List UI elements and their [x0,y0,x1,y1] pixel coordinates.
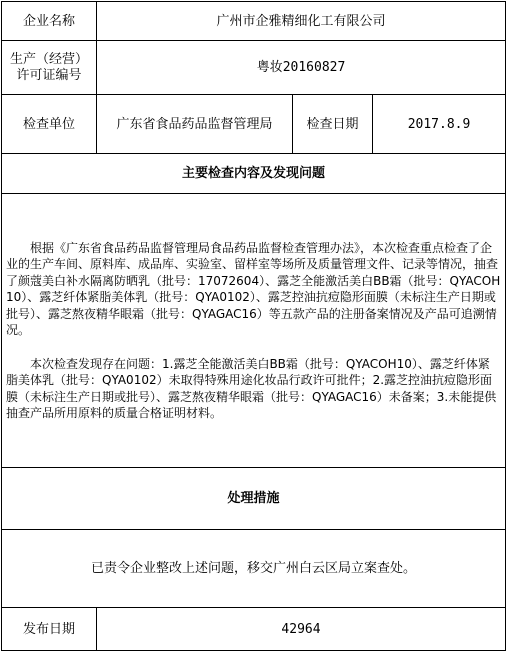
publish-value: 42964 [97,608,506,651]
main-section-content-row [2,194,506,468]
main-section-title-row [2,154,506,194]
publish-row [2,608,506,651]
inspection-date-value: 2017.8.9 [373,95,506,154]
inspection-row [2,95,506,154]
license-label-line1: 生产（经营） [9,51,88,67]
company-row [2,2,506,41]
license-value: 粤妆20160827 [97,41,506,95]
license-label [2,41,97,95]
license-label-line2: 许可证编号 [16,67,82,83]
inspection-paragraph-2: 本次检查发现存在问题：1.露芝全能激活美白BB霜（批号：QYACOH10）、露芝纤体紧脂美体乳（批号：QYA0102）未取得特殊用途化妆品行政许可批件；2.露芝控油抗痘隐形面膜（未标注生产日期或批号）、露芝熬夜精华眼霜（批号：QYAGAC16）未备案；3.未能提供抽查产品所用原料的质量合格证明材料。 [6,356,497,420]
measures-content-row [2,530,506,608]
measures-title-row [2,468,506,530]
main-section-title: 主要检查内容及发现问题 [2,154,506,194]
inspection-unit-label: 检查单位 [2,95,97,154]
inspection-date-label: 检查日期 [293,95,373,154]
inspection-paragraph-1: 根据《广东省食品药品监督管理局食品药品监督检查管理办法》，本次检查重点检查了企业的生产车间、原料库、成品库、实验室、留样室等场所及质量管理文件、记录等情况，抽查了颜蔻美白补水隔离防晒乳（批号：17072604）、露芝全能激活美白BB霜（批号：QYACOH10）、露芝纤体紧脂美体乳（批号：QYA0102）、露芝控油抗痘隐形面膜（未标注生产日期或批号）、露芝熬夜精华眼霜（批号：QYAGAC16）等五款产品的注册备案情况及产品可追溯情况。 [6,240,501,337]
inspection-table [1,1,506,651]
publish-label: 发布日期 [2,608,97,651]
inspection-unit-value: 广东省食品药品监督管理局 [97,95,293,154]
main-section-content [2,194,506,468]
company-value: 广州市企雅精细化工有限公司 [97,2,506,41]
company-label: 企业名称 [2,2,97,41]
measures-title: 处理措施 [2,468,506,530]
license-row [2,41,506,95]
measures-content: 已责令企业整改上述问题，移交广州白云区局立案查处。 [2,530,506,608]
